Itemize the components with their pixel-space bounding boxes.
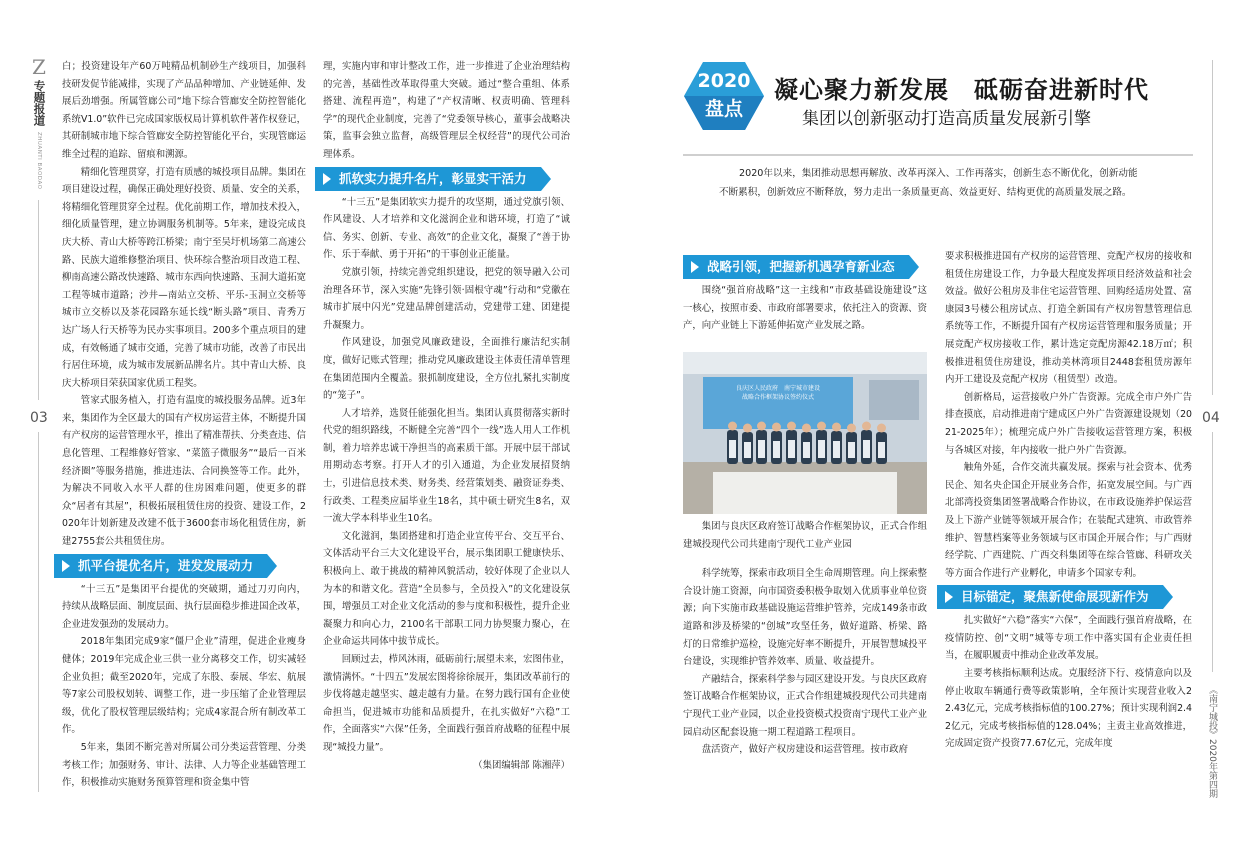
paragraph: “十三五”是集团平台提优的突破期，通过刀刃向内，持续从战略层面、制度层面、执行层面稳步推进国企改革，企业进发强劲的发展动力。 — [62, 583, 306, 630]
paragraph: 2018年集团完成9家“僵尸企业”清理，促进企业瘦身健体；2019年完成企业三供一业分离移交工作，切实减轻企业负担；截至2020年，完成了东股、泰展、华宏、航展等7家公司股权划转、调整工作，进一步压缩了企业管理层级，优化了股权管理层级结构；完成4家混合所有制改革工作。 — [62, 636, 306, 736]
section-heading-goals — [937, 585, 1192, 609]
paragraph: 围绕“强首府战略”这一主线和“市政基础设施建设”这一核心，按照市委、市政府部署要求，依托注入的资源、资产，向产业链上下游延伸拓宽产业发展之路。 — [683, 285, 927, 332]
photo-banner-text — [703, 384, 853, 402]
right-margin-line-bottom — [1212, 432, 1213, 672]
intro-line-2: 不断累积，创新效应不断释放，努力走出一条质量更高、效益更好、结构更优的高质量发展之路。 — [719, 187, 1132, 198]
header-divider — [683, 154, 1193, 156]
section-heading-text: 战略引领，把握新机遇孕育新业态 — [707, 259, 895, 274]
paragraph: “十三五”是集团软实力提升的攻坚期，通过党旗引领、作风建设、人才培养和文化滋润企业和谐环境，打造了“诚信、务实、创新、专业、高效”的企业文化，凝聚了“善于协作、乐于奉献、勇于开拓”的干事创业正能量。 — [323, 196, 570, 261]
paragraph: 管家式服务植入，打造有温度的城投服务品牌。近3年来，集团作为全区最大的国有产权房运营主体，不断提升国有产权房的运营管理水平，推出了精准帮扶、分类查违、信息化管理、工程维修好管家、“菜篮子微服务”“最后一百米经济圈”等服务措施，推进违法、合同换签等工作。此外，为解决不同收入水平人群的住房困难问题，使更多的群众“居者有其屋”，积极拓展租赁住房的投资、建设工作，2020年计划新建及改建不低于3600套市场化租赁住房，新建2755套公共租赁住房。 — [62, 395, 306, 548]
column-3-bottom — [683, 518, 927, 759]
photo-banner-line-2: 战略合作框架协议签约仪式 — [741, 394, 814, 401]
section-heading-soft-power — [315, 167, 570, 191]
photo-banner-line-1: 良庆区人民政府 南宁城市建设 — [735, 385, 820, 392]
paragraph: 精细化管理贯穿，打造有质感的城投项目品牌。集团在项目建设过程，确保正确处理好投资、质量、安全的关系，将精细化管理贯穿全过程。优化前期工作，增加技术投入，细化质量管理，建立协调服务机制等。5年来，建设完成良庆大桥、青山大桥等跨江桥梁；南宁至吴圩机场第二高速公路、民族大道维修整治项目、快环综合整治项目改造工程、柳南高速公路改快速路、城市东西向快速路、玉洞大道拓宽工程等城市道路；沙井—南站立交桥、平乐-玉洞立交桥等城市立交桥以及茶花园路东延长线“断头路”项目、青秀万达广场人行天桥等为民办实事项目。200多个重点项目的建成，有效畅通了城市交通，完善了城市功能，改善了市民出行居住环境，成为城市发展新品牌名片。其中青山大桥、良庆大桥项目荣获国家优质工程奖。 — [62, 166, 306, 389]
column-4 — [945, 248, 1192, 753]
column-2 — [323, 58, 570, 774]
paragraph: 5年来，集团不断完善对所属公司分类运营管理、分类考核工作；加强财务、审计、法律、人力等企业基础管理工作，积极推动实施财务预算管理和资金集中管 — [62, 741, 306, 789]
paragraph: 白；投资建设年产60万吨精品机制砂生产线项目，加强科技研发促节能减排，实现了产品品种增加、产业链延伸、发展后劲增强。所属管廊公司“地下综合管廊安全防控智能化系统V1.0”软件已完成国家版权局计算机软件著作权登记，其研制城市地下综合管廊安全防控智能化平台，实现管廊运维全过程的追踪、留痕和溯源。 — [62, 61, 306, 160]
photo-caption: 集团与良庆区政府签订战略合作框架协议，正式合作组建城投现代公司共建南宁现代工业产业园 — [683, 521, 927, 550]
section-pinyin: ZHUANTI BAODAO — [36, 132, 42, 190]
section-logo-letter: Z — [32, 55, 46, 79]
page-number-right: 04 — [1202, 410, 1220, 426]
article-subtitle: 集团以创新驱动打造高质量发展新引擎 — [802, 109, 1091, 129]
paragraph: 党旗引领，持续完善党组织建设，把党的领导融入公司治理各环节，深入实施“先锋引领·固根守魂”行动和“党徽在城市扩展中闪光”党建品牌创建活动，党建带工建、团建提升凝聚力。 — [323, 266, 570, 331]
arrow-icon — [62, 560, 70, 572]
paragraph: 科学统筹，探索市政项目全生命周期管理。向上探索整合设计施工资源，向市国资委积极争取划入优质事业单位资源；向下实施市政基础设施运营维护管养，完成149条市政道路和涉及桥梁的“创城”攻坚任务，做好道路、桥梁、路灯的日常维护巡检，设施完好率不断提升，开展智慧城投平台建设，实现维护管养效率、质量、收益提升。 — [683, 568, 927, 668]
paragraph: 产融结合，探索科学参与园区建设开发。与良庆区政府签订战略合作框架协议，正式合作组建城投现代公司共建南宁现代工业产业园，以企业投资模式投资南宁现代工业产业园启动区配套设施一期工程道路工程项目。 — [683, 673, 927, 738]
year-badge-label: 盘点 — [704, 98, 743, 120]
paragraph: 盘活资产，做好产权房建设和运营管理。按市政府 — [701, 744, 909, 756]
left-margin-line-top — [38, 200, 39, 400]
column-3-top — [683, 252, 927, 335]
paragraph: 创新格局，运营接收户外广告资源。完成全市户外广告排查摸底，启动推进南宁建成区户外广告资源建设规划（2021-2025年）；梳理完成户外广告接收运营管理方案，积极与各城区对接，年内接收一批户外广告资源。 — [945, 391, 1192, 456]
column-1 — [62, 58, 306, 792]
intro-block — [683, 164, 1193, 202]
arrow-icon — [691, 261, 699, 273]
paragraph: 扎实做好“六稳”落实“六保”，全面践行强首府战略，在疫情防控、创“文明”城等专项工作中落实国有企业责任担当，在履职履责中推动企业改革发展。 — [945, 615, 1192, 662]
paragraph: 回顾过去，栉风沐雨，砥砺前行;展望未来，宏图伟业，激情满怀。“十四五”发展宏图将徐徐展开，集团改革前行的步伐将越走越坚实、越走越有力量。在努力践行国有企业使命担当，促进城市功能和品质提升，在扎实做好“六稳”工作，全面落实“六保”任务，全面践行强首府战略的征程中展现“城投力量”。 — [323, 654, 570, 753]
paragraph: 作风建设，加强党风廉政建设，全面推行廉洁纪实制度，做好记账式管理；推动党风廉政建设主体责任清单管理在集团范围内全覆盖。狠抓制度建设，全方位扎紧扎实制度的“笼子”。 — [323, 337, 570, 402]
intro-line-1: 2020年以来，集团推动思想再解放、改革再深入、工作再落实，创新生态不断优化，创新动能 — [739, 168, 1138, 179]
paragraph: 文化滋润，集团搭建和打造企业宣传平台、交互平台、文体活动平台三大文化建设平台，展示集团职工健康快乐、积极向上、敢于挑战的精神风貌活动，较好体现了企业以人为本的和谐文化。营造“全员参与，全员投入”的文化建设氛围，增强员工对企业文化活动的参与度和积极性，提升企业凝聚力和向心力，2100名干部职工同力协契聚力聚心，在企业命运共同体中拔节成长。 — [323, 530, 570, 648]
photo-illustration — [683, 352, 927, 514]
paragraph: 理，实施内审和审计整改工作，进一步推进了企业治理结构的完善，基础性改革取得重大突破。通过“整合重组、体系搭建、流程再造”，构建了“产权清晰、权责明确、管理科学”的现代企业制度，完善了“党委领导核心，董事会战略决策，监事会独立监督，高级管理层全权经营”的现代公司治理体系。 — [323, 61, 570, 160]
arrow-icon — [945, 591, 953, 603]
left-margin-line-bottom — [38, 432, 39, 792]
section-heading-text: 目标锚定，聚焦新使命展现新作为 — [961, 589, 1149, 605]
section-heading-strategy — [683, 255, 927, 279]
section-heading-text: 抓平台提优名片，进发发展动力 — [78, 557, 254, 573]
signing-ceremony-photo — [683, 352, 927, 514]
article-title: 凝心聚力新发展 砥砺奋进新时代 — [774, 76, 1149, 104]
arrow-icon — [323, 173, 331, 185]
section-heading-platform — [54, 554, 306, 578]
page-number-left: 03 — [30, 410, 48, 426]
year-text: 2020 — [697, 70, 751, 92]
magazine-info: 《南宁城投》2020年第四期 — [1207, 685, 1217, 798]
paragraph: 人才培养，选贤任能强化担当。集团认真贯彻落实新时代党的组织路线，不断健全完善“四个一线”选人用人工作机制，着力培养忠诚干净担当的高素质干部。开展中层干部试用期动态考察。打开人才的引入通道，为企业发展招贤纳士，引进信息技术类、财务类、经营策划类、融资证券类、行政类、工程类应届毕业生18名，其中硕士研究生8名，双一流大学本科毕业生10名。 — [323, 407, 570, 525]
paragraph: 主要考核指标顺利达成。克服经济下行、疫情意向以及停止收取车辆通行费等政策影响，全年预计实现营业收入22.43亿元，完成考核指标值的100.27%；预计实现利润2.42亿元，完成考核指标值的128.04%；主责主业高效推进，完成固定资产投资77.67亿元，完成年度 — [945, 668, 1192, 750]
section-title: 专题报道 — [32, 80, 47, 126]
paragraph: 要求积极推进国有产权房的运营管理、竞配产权房的接收和租赁住房建设工作，力争最大程度发挥项目经济效益和社会效益。做好公租房及非住宅运营管理、回购经适房处置、富康园3号楼公租房试点、打造全新国有产权房智慧管理信息系统等工作，不断提升国有产权房运营管理和服务质量；开展竞配产权房接收工作，累计选定竞配房源42.18万㎡；积极推进租赁住房建设，推动美林湾项目2448套租赁房源年内开工建设及竞配产权房（租赁型）改造。 — [945, 251, 1192, 386]
right-margin-line-top — [1212, 60, 1213, 395]
author-credit: （集团编辑部 陈湘萍） — [473, 759, 570, 771]
paragraph: 触角外延，合作交流共赢发展。探索与社会资本、优秀民企、知名央企国企开展业务合作，拓宽发展空间。与广西北部湾投资集团签署战略合作协议，在市政设施养护保运营及上下游产业链等领域开展合作；在装配式建筑、市政管养维护、智慧档案等业务领域与区市国企开展合作；与广西财经学院、广西建院、广西交科集团等在综合管廊、科研攻关等方面合作进行产业孵化，申请多个国家专利。 — [945, 462, 1192, 579]
section-heading-text: 抓软实力提升名片，彰显实干活力 — [339, 170, 527, 186]
left-sidebar — [30, 56, 48, 189]
